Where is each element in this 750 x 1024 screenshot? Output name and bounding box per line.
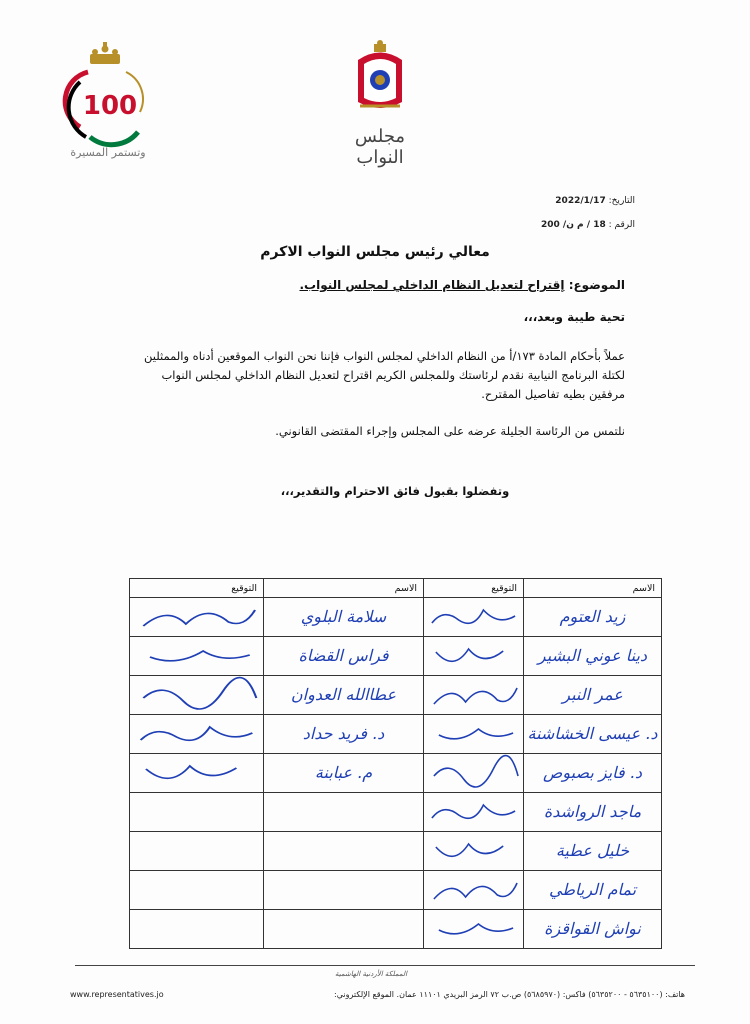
request-paragraph: نلتمس من الرئاسة الجليلة عرضه على المجلس وإجراء المقتضى القانوني. <box>275 424 625 438</box>
signature-cell <box>130 715 264 754</box>
name-cell <box>264 598 424 637</box>
signature-cell <box>130 754 264 793</box>
body-paragraph: عملاً بأحكام المادة ١٧٣/أ من النظام الداخلي لمجلس النواب فإننا نحن النواب الموقعين أدناه والممثلين لكتلة البرنامج النيابية نقدم لرئاستك وللمجلس الكريم اقتراح لتعديل النظام الداخلي لمجلس النواب مرفقين بطيه تفاصيل المقترح. <box>143 349 625 401</box>
name-cell <box>524 676 662 715</box>
signature-cell <box>130 832 264 871</box>
parliament-calligraphy: مجلس النواب <box>354 126 406 168</box>
subject-text: إقتراح لتعديل النظام الداخلي لمجلس النواب. <box>299 278 565 292</box>
signature-row <box>130 676 662 715</box>
handwritten-name: خليل عطية <box>555 841 630 860</box>
signature-cell <box>424 754 524 793</box>
signature-cell <box>424 637 524 676</box>
handwritten-name: د. فريد حداد <box>302 724 385 743</box>
subject-label: الموضوع: <box>568 278 625 292</box>
handwritten-name: فراس القضاة <box>298 646 389 665</box>
date-label: التاريخ: <box>608 196 635 206</box>
signature-row <box>130 832 662 871</box>
signature-cell <box>130 598 264 637</box>
handwritten-name: عمر النبر <box>562 685 623 704</box>
name-cell <box>524 754 662 793</box>
handwritten-name: تمام الرياطي <box>548 880 637 899</box>
signature-table <box>129 578 662 949</box>
footer-stamp: المملكة الأردنية الهاشمية <box>335 970 408 978</box>
handwritten-signature <box>130 754 263 792</box>
signature-cell <box>424 676 524 715</box>
handwritten-name: سلامة البلوي <box>300 607 387 626</box>
handwritten-name: عطاالله العدوان <box>290 685 397 704</box>
signature-row <box>130 637 662 676</box>
handwritten-name: ماجد الرواشدة <box>543 802 642 821</box>
signature-cell <box>424 598 524 637</box>
signature-row <box>130 715 662 754</box>
footer-contact <box>70 990 685 999</box>
signature-cell <box>424 910 524 949</box>
handwritten-signature <box>424 637 523 675</box>
signature-cell <box>424 871 524 910</box>
name-cell <box>264 871 424 910</box>
closing-line: وتفضلوا بقبول فائق الاحترام والتقدير،،، <box>280 484 510 498</box>
signature-cell <box>130 676 264 715</box>
handwritten-signature <box>130 637 263 675</box>
handwritten-signature <box>424 910 523 948</box>
signature-header-row <box>130 579 662 598</box>
name-cell <box>524 637 662 676</box>
handwritten-signature <box>424 871 523 909</box>
name-cell <box>524 910 662 949</box>
date-value: 2022/1/17 <box>555 196 606 206</box>
signature-row <box>130 598 662 637</box>
coat-of-arms-emblem <box>350 40 410 115</box>
name-cell <box>264 715 424 754</box>
name-cell <box>264 637 424 676</box>
name-cell <box>264 832 424 871</box>
signature-cell <box>424 715 524 754</box>
handwritten-signature <box>424 715 523 753</box>
handwritten-signature <box>130 598 263 636</box>
subject-line <box>299 278 625 292</box>
handwritten-signature <box>424 793 523 831</box>
signature-cell <box>130 637 264 676</box>
handwritten-signature <box>424 598 523 636</box>
footer-contact-text: هاتف: (٥٦٣٥١٠٠ - ٥٦٣٥٢٠٠) فاكس: (٥٦٨٥٩٧٠) ص.ب ٧٢ الرمز البريدي ١١١٠١ عمان. الموقع الإلكتروني: <box>334 990 685 999</box>
signature-cell <box>424 832 524 871</box>
name-cell <box>264 754 424 793</box>
signature-row <box>130 910 662 949</box>
footer-website-link[interactable]: www.representatives.jo <box>70 990 164 999</box>
greeting: تحية طيبة وبعد،،، <box>523 310 625 324</box>
name-cell <box>524 598 662 637</box>
handwritten-signature <box>424 754 523 792</box>
centenary-logo <box>60 42 155 162</box>
signature-row <box>130 871 662 910</box>
signature-row <box>130 754 662 793</box>
name-cell <box>524 832 662 871</box>
handwritten-name: د. عيسى الخشاشنة <box>527 724 658 743</box>
signature-cell <box>130 871 264 910</box>
name-cell <box>524 871 662 910</box>
header-name-1: الاسم <box>524 579 662 598</box>
reference-label: الرقم : <box>608 220 635 230</box>
centenary-slogan: وتستمر المسيرة <box>70 146 146 159</box>
addressee: معالي رئيس مجلس النواب الاكرم <box>260 244 490 260</box>
handwritten-name: د. فايز بصبوص <box>543 763 642 782</box>
name-cell <box>524 793 662 832</box>
header-name-2: الاسم <box>264 579 424 598</box>
handwritten-signature <box>130 676 263 714</box>
header-signature-2: التوقيع <box>130 579 264 598</box>
reference-line <box>523 220 635 230</box>
signature-cell <box>424 793 524 832</box>
reference-value: 18 / م ن/ 200 <box>541 220 606 230</box>
handwritten-name: م. عبابنة <box>314 763 373 782</box>
handwritten-name: زيد العتوم <box>559 607 626 626</box>
date-line <box>537 196 635 206</box>
handwritten-signature <box>130 715 263 753</box>
handwritten-name: دينا عوني البشير <box>537 646 648 665</box>
name-cell <box>264 676 424 715</box>
footer-divider <box>75 965 695 966</box>
handwritten-name: نواش القواقزة <box>544 919 641 938</box>
name-cell <box>524 715 662 754</box>
name-cell <box>264 793 424 832</box>
signature-cell <box>130 910 264 949</box>
signature-cell <box>130 793 264 832</box>
signature-row <box>130 793 662 832</box>
name-cell <box>264 910 424 949</box>
handwritten-signature <box>424 832 523 870</box>
handwritten-signature <box>424 676 523 714</box>
header-signature-1: التوقيع <box>424 579 524 598</box>
centenary-number: 100 <box>82 91 138 121</box>
